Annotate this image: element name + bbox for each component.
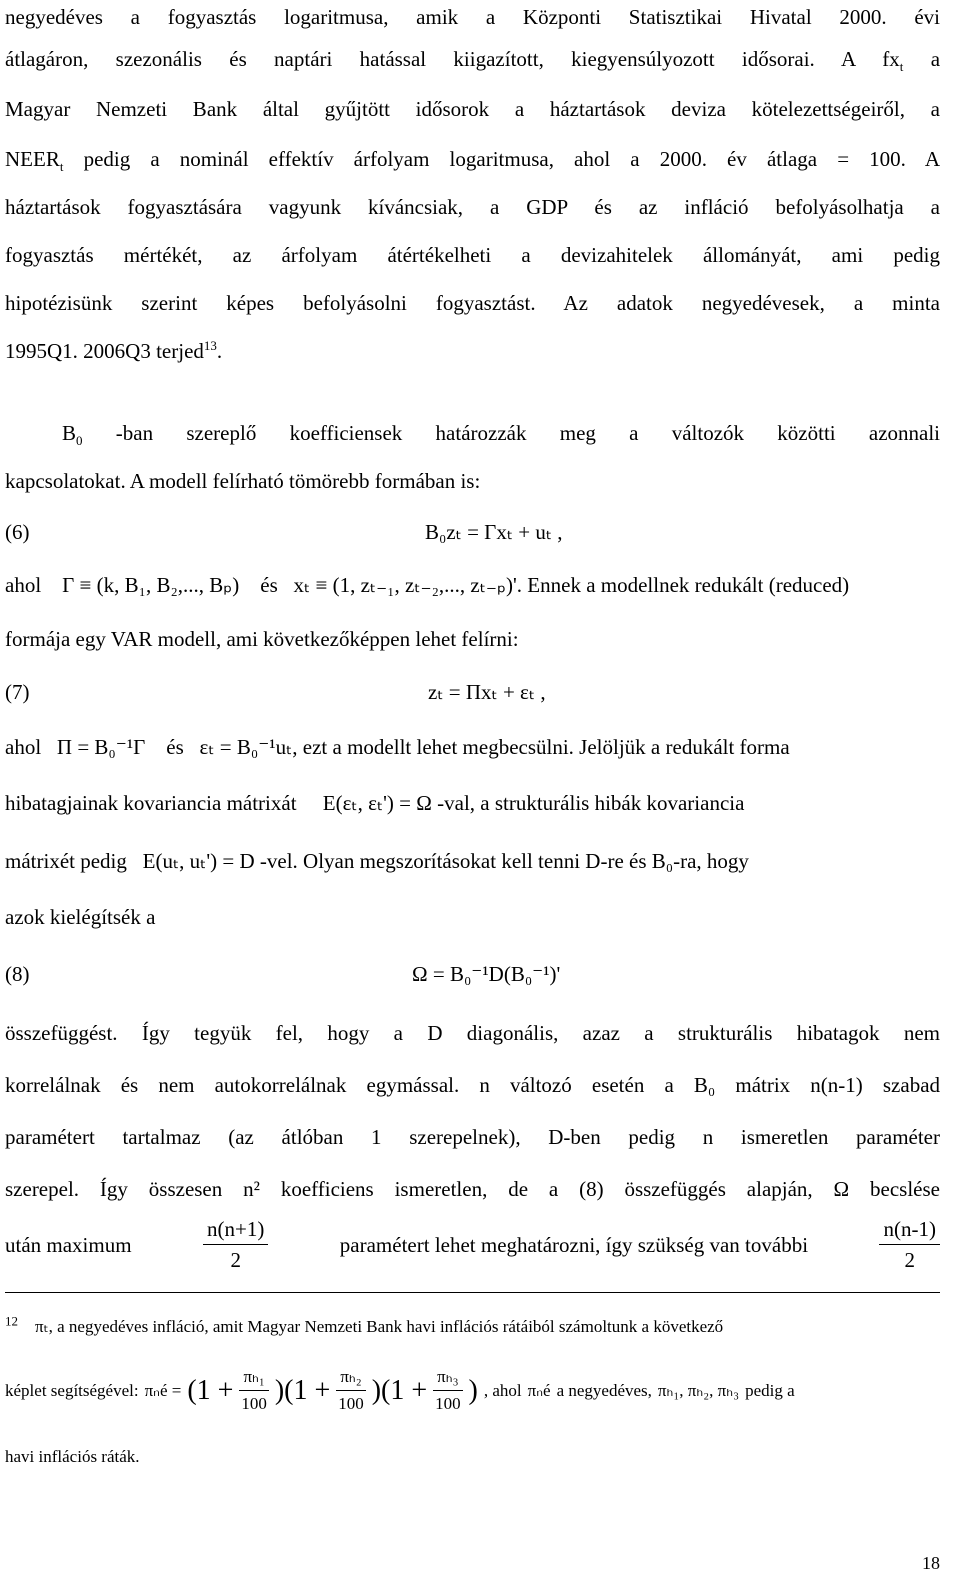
paragraph2-line1-text: -ban szereplő koefficiensek határozzák meg a változók közötti azonnali [115, 421, 941, 445]
hibatag-start: hibatagjainak kovariancia mátrixát [5, 791, 297, 815]
footnote-line1 [5, 1313, 940, 1338]
hibatag-end: -val, a strukturális hibák kovariancia [437, 791, 745, 815]
footnote-line2-mid: , ahol [483, 1380, 522, 1400]
paragraph4-line4 [5, 1176, 940, 1202]
eps-definition: εₜ = B₀⁻¹uₜ [199, 735, 293, 759]
paragraph1-line1: negyedéves a fogyasztás logaritmusa, amik a Központi Statisztikai Hivatal 2000. évi [5, 5, 940, 29]
equation-8-number: (8) [5, 962, 30, 986]
paragraph4-line2 [5, 1072, 940, 1098]
b0-sub: 0 [76, 433, 83, 449]
n-squared: n² [243, 1177, 260, 1201]
paragraph1-line4-text: pedig a nominál effektív árfolyam logaritmusa, ahol a 2000. év átlaga = 100. A [83, 147, 940, 171]
paragraph1-line8 [5, 338, 940, 364]
footnote-separator [5, 1292, 940, 1293]
omega-symbol: Ω [833, 1177, 850, 1201]
fraction2-numerator: n(n-1) [879, 1216, 939, 1245]
equation-6-number: (6) [5, 520, 30, 544]
formula-fraction-1 [239, 1366, 268, 1415]
pi-ne-symbol: πₙé [527, 1380, 551, 1400]
b0-symbol-2: B₀ [651, 849, 674, 873]
paragraph1-line2-end: a [930, 47, 941, 71]
formula-fraction-3-den: 100 [435, 1394, 461, 1413]
pi-t-symbol: πₜ [35, 1317, 49, 1336]
azok-line: azok kielégítsék a [5, 905, 156, 929]
page-number: 18 [922, 1553, 940, 1573]
paren-close-2: )(1 + [371, 1374, 428, 1406]
matrix-mid: -vel. Olyan megszorításokat kell tenni D-re és [259, 849, 647, 873]
footnote-line2-start: képlet segítségével: [5, 1380, 139, 1400]
paren-close-1: )(1 + [274, 1374, 331, 1406]
matrix-end: -ra, hogy [673, 849, 749, 873]
paragraph1-line2-sub: t [899, 59, 904, 75]
paragraph2-line1 [62, 420, 941, 449]
paragraph4-line3: paramétert tartalmaz (az átlóban 1 szerepelnek), D-ben pedig n ismeretlen paraméter [5, 1125, 940, 1149]
pi-h-symbols: πₕ₁, πₕ₂, πₕ₃ [657, 1380, 740, 1400]
neer-symbol: NEER [5, 147, 60, 171]
formula-fraction-2-den: 100 [338, 1394, 364, 1413]
paragraph2-line2: kapcsolatokat. A modell felírható tömörebb formában is: [5, 469, 481, 493]
paragraph4-line5-start: után maximum [5, 1232, 132, 1257]
fraction-n-plus-1 [203, 1216, 268, 1273]
footnote-line1-text: , a negyedéves infláció, amit Magyar Nemzeti Bank havi inflációs rátáiból számoltunk a következő [48, 1317, 724, 1336]
footnote-ref-13: 13 [203, 338, 217, 353]
paragraph3: formája egy VAR modell, ami következőképpen lehet felírni: [5, 627, 519, 651]
formula-lhs: πₙé = [144, 1380, 182, 1400]
paragraph1-line2 [5, 46, 941, 75]
footnote-line2-text: a negyedéves, [556, 1380, 652, 1400]
ahol-word-2: ahol [5, 735, 42, 759]
footnote-line3: havi inflációs ráták. [5, 1447, 140, 1466]
ahol-gamma-end: Ennek a modellnek redukált (reduced) [527, 573, 850, 597]
formula-fraction-3-num: πₕ₃ [433, 1366, 462, 1391]
paren-close-3: ) [468, 1374, 478, 1406]
paragraph4-line2-start: korrelálnak és nem autokorrelálnak egymással. n változó esetén a [5, 1073, 674, 1097]
matrix-start: mátrixét pedig [5, 849, 127, 873]
equation-7-number: (7) [5, 680, 30, 704]
paragraph4-line5 [5, 1216, 940, 1273]
fraction1-denominator: 2 [230, 1248, 241, 1272]
pi-definition: Π = B₀⁻¹Γ [56, 735, 146, 759]
formula-fraction-1-num: πₕ₁ [239, 1366, 268, 1391]
paragraph1-line8-text: 1995Q1. 2006Q3 terjed [5, 339, 204, 363]
paragraph4-line4-mid: koefficiens ismeretlen, de a (8) összefüggés alapján, [280, 1177, 813, 1201]
paragraph1-line5: háztartások fogyasztására vagyunk kíváncsiak, a GDP és az infláció befolyásolhatja a [5, 195, 940, 219]
neer-sub: t [59, 159, 64, 175]
fraction2-denominator: 2 [904, 1248, 915, 1272]
formula-fraction-2 [336, 1366, 365, 1415]
b0-letter: B [62, 421, 77, 445]
ahol-gamma-line [5, 572, 940, 598]
d-expression: E(uₜ, uₜ') = D [142, 849, 255, 873]
ahol-pi-line [5, 734, 940, 760]
paren-open-1: (1 + [187, 1374, 234, 1406]
footnote-line2 [5, 1366, 940, 1415]
equation-6: B₀zₜ = Γxₜ + uₜ , [425, 520, 563, 544]
es-word: és [260, 573, 278, 597]
matrix-line [5, 848, 940, 874]
es-word-2: és [166, 735, 184, 759]
paragraph1-line4 [5, 146, 940, 175]
footnote-line2-end: pedig a [745, 1380, 795, 1400]
ahol-word: ahol [5, 573, 42, 597]
formula-fraction-1-den: 100 [241, 1394, 267, 1413]
paragraph4-line1: összefüggést. Így tegyük fel, hogy a D diagonális, azaz a strukturális hibatagok nem [5, 1021, 940, 1045]
paragraph4-line4-start: szerepel. Így összesen [5, 1177, 223, 1201]
paragraph4-line2-end: mátrix n(n-1) szabad [735, 1073, 941, 1097]
fraction1-numerator: n(n+1) [203, 1216, 268, 1245]
b0-symbol [62, 421, 83, 449]
fraction-n-minus-1 [879, 1216, 939, 1273]
paragraph1-line7: hipotézisünk szerint képes befolyásolni fogyasztást. Az adatok negyedévesek, a minta [5, 291, 940, 315]
paragraph4-line5-mid: paramétert lehet meghatározni, így szükség van további [339, 1232, 809, 1257]
paragraph1-line2-text: átlagáron, szezonális és naptári hatással kiigazított, kiegyensúlyozott idősorai. A fx [5, 47, 900, 71]
equation-7: zₜ = Πxₜ + εₜ , [428, 680, 546, 704]
hibatag-line [5, 790, 940, 816]
x-definition: xₜ ≡ (1, zₜ₋₁, zₜ₋₂,..., zₜ₋ₚ)'. [293, 573, 523, 597]
paragraph4-line4-end: becslése [870, 1177, 940, 1201]
omega-expression: E(εₜ, εₜ') = Ω [322, 791, 432, 815]
paragraph1-line6: fogyasztás mértékét, az árfolyam átértékelheti a devizahitelek állományát, ami pedig [5, 243, 940, 267]
footnote-mark: 12 [5, 1313, 18, 1329]
paragraph1-line8-end: . [216, 339, 223, 363]
equation-8: Ω = B₀⁻¹D(B₀⁻¹)' [412, 962, 561, 986]
formula-fraction-3 [433, 1366, 462, 1415]
formula-fraction-2-num: πₕ₂ [336, 1366, 365, 1391]
ahol-pi-end: , ezt a modellt lehet megbecsülni. Jelöljük a redukált forma [292, 735, 790, 759]
paragraph1-line3: Magyar Nemzeti Bank által gyűjtött idősorok a háztartások deviza kötelezettségeiről, a [5, 97, 940, 121]
b0-symbol-3: B₀ [693, 1073, 716, 1097]
gamma-definition: Γ ≡ (k, B₁, B₂,..., Bₚ) [62, 573, 240, 597]
